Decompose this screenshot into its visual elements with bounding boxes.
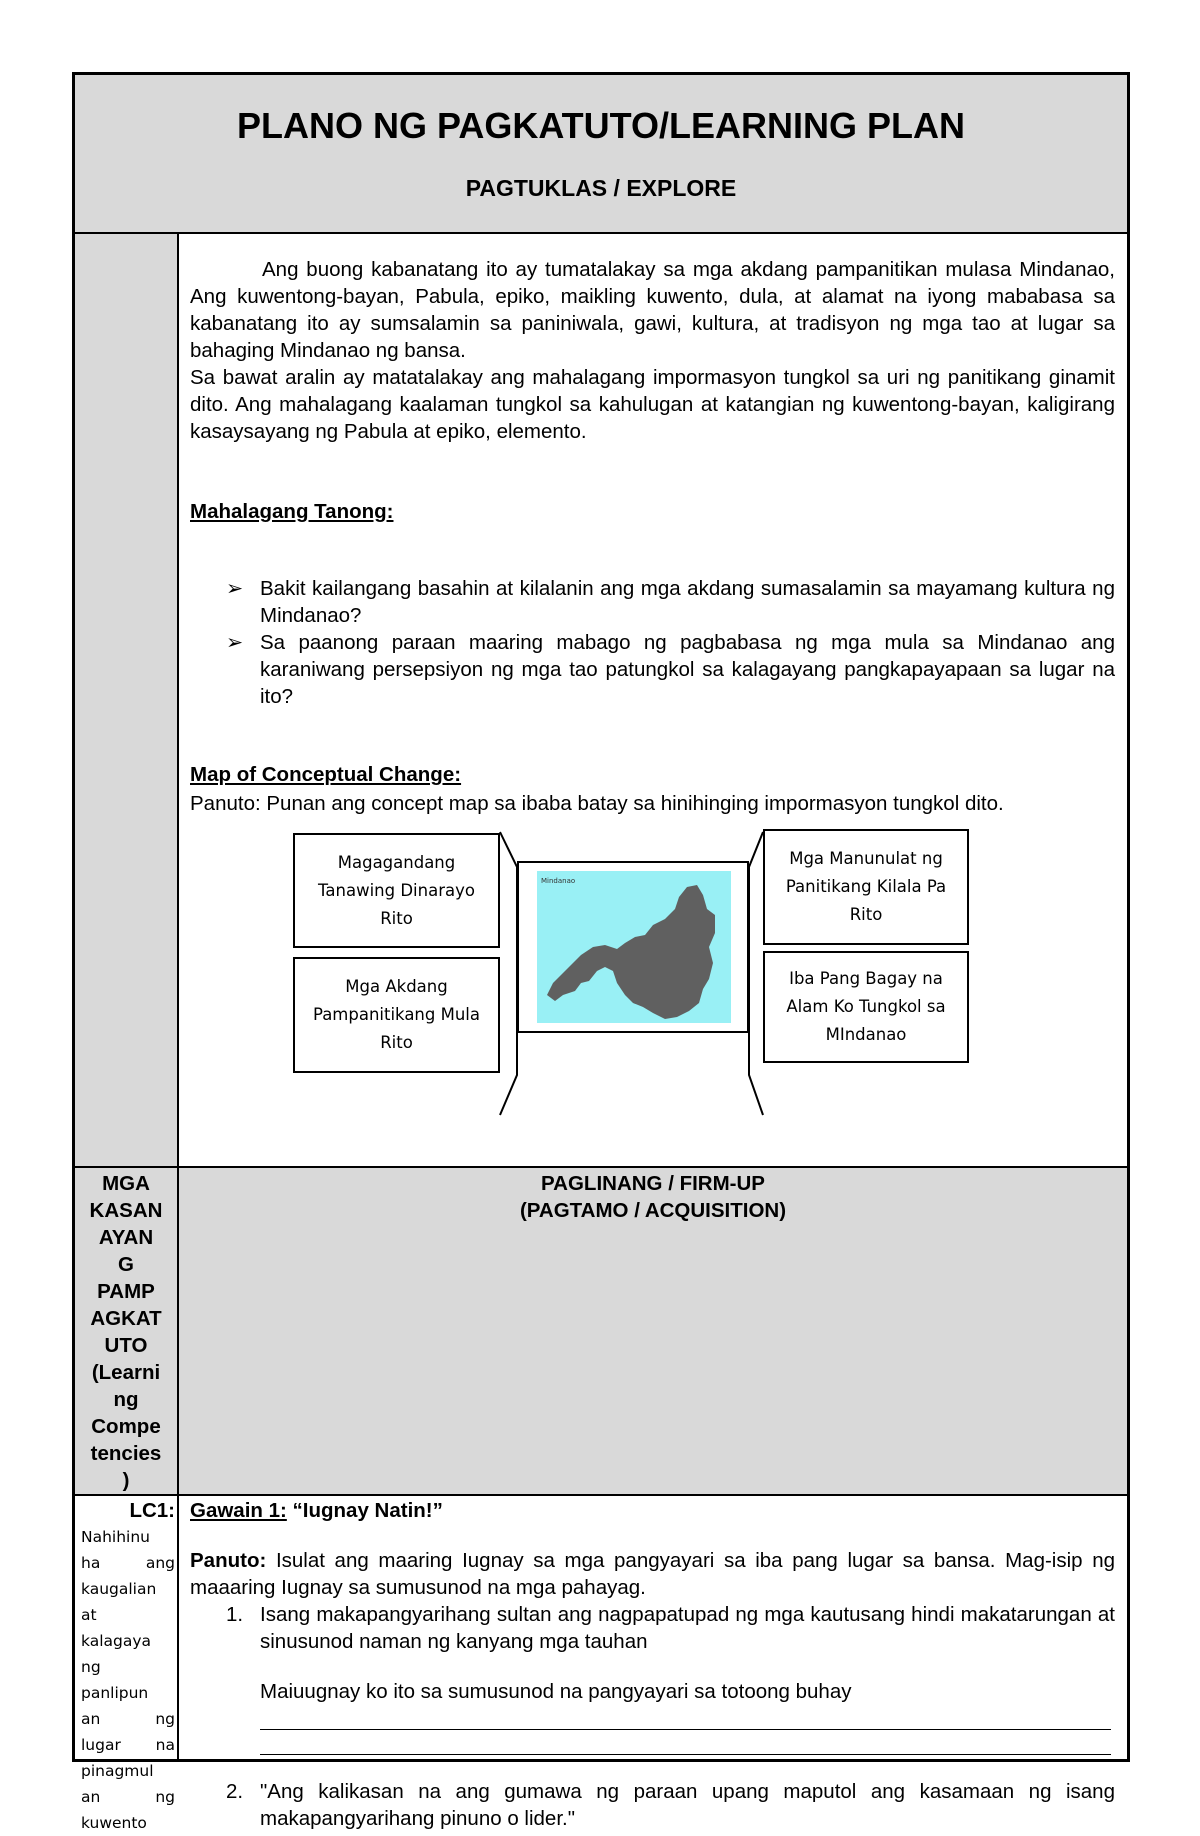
answer-line-2[interactable] bbox=[260, 1730, 1111, 1755]
lesson-paragraph: Sa bawat aralin ay matatalakay ang mahalagang impormasyon tungkol sa uri ng panitikang ginamit dito. Ang mahalagang kaalaman tungkol sa kahulugan at katangian ng kuwentong-bayan, kaligirang kasaysayang ng Pabula at epiko, elemento. bbox=[190, 366, 1115, 443]
activity-instruction bbox=[190, 1547, 1115, 1601]
lc1-column bbox=[81, 1497, 175, 1836]
firmup-header-cell bbox=[179, 1168, 1127, 1494]
panuto-label: Panuto: bbox=[190, 1549, 267, 1572]
learning-plan-sheet bbox=[72, 72, 1130, 1832]
activity-item: 1. Isang makapangyarihang sultan ang nagpapatupad ng mga kautusang hindi makatarungan at sinusunod naman ng kanyang mga tauhan bbox=[226, 1603, 1115, 1653]
intro-paragraph: Ang buong kabanatang ito ay tumatalakay sa mga akdang pampanitikan mulasa Mindanao, Ang kuwentong-bayan, Pabula, epiko, maikling kuwento, dula, at alamat na iyong mababasa sa kabanatang ito ay sumsalamin sa paniniwala, gawi, kultura, at tradisyon ng mga tao at lugar sa bahaging Mindanao ng bansa. bbox=[190, 258, 1115, 362]
concept-box-scenery[interactable]: Magagandang Tanawing Dinarayo Rito bbox=[293, 833, 500, 948]
mindanao-map-frame bbox=[517, 861, 749, 1033]
answer-line-1[interactable] bbox=[260, 1705, 1111, 1730]
activity-content bbox=[190, 1497, 1115, 1832]
arrow-bullet-icon: ➢ bbox=[226, 577, 244, 600]
concept-map-instruction: Panuto: Punan ang concept map sa ibaba batay sa hinihinging impormasyon tungkol dito. bbox=[190, 792, 1004, 815]
firmup-title: PAGLINANG / FIRM-UP bbox=[541, 1172, 765, 1195]
panuto-text: Isulat ang maaring Iugnay sa mga pangyayari sa iba pang lugar sa bansa. Mag-isip ng maaaring Iugnay sa sumusunod na mga pahayag. bbox=[190, 1549, 1115, 1599]
activity-items-2 bbox=[190, 1778, 1115, 1832]
activity-items bbox=[190, 1601, 1115, 1655]
concept-map-heading: Map of Conceptual Change: bbox=[190, 763, 462, 786]
concept-box-other-facts[interactable]: Iba Pang Bagay na Alam Ko Tungkol sa MIndanao bbox=[763, 951, 969, 1063]
arrow-bullet-icon: ➢ bbox=[226, 631, 244, 654]
lc1-description: Nahihinu ha ang kaugalian at kalagaya ng panlipun an ng lugar na pinagmul an ng kuwento bbox=[81, 1528, 175, 1832]
question-item: ➢ Sa paanong paraan maaring mabago ng pagbabasa ng mga mula sa Mindanao ang karaniwang persepsiyon ng mga tao patungkol sa kalagayang pangkapayapaan sa lugar na ito? bbox=[226, 631, 1115, 708]
gawain-heading bbox=[190, 1497, 1115, 1524]
concept-box-writers[interactable]: Mga Manunulat ng Panitikang Kilala Pa Rito bbox=[763, 829, 969, 945]
concept-box-literary-works[interactable]: Mga Akdang Pampanitikang Mula Rito bbox=[293, 957, 500, 1073]
section-title-explore: PAGTUKLAS / EXPLORE bbox=[465, 175, 737, 201]
lc1-label: LC1: bbox=[129, 1499, 175, 1522]
essential-question-heading: Mahalagang Tanong: bbox=[190, 500, 394, 523]
question-item: ➢ Bakit kailangang basahin at kilalanin ang mga akdang sumasalamin sa mayamang kultura ng Mindanao? bbox=[226, 577, 1115, 627]
activity-item: 2. "Ang kalikasan na ang gumawa ng paraan upang maputol ang kasamaan ng isang makapangyarihang pinuno o lider." bbox=[226, 1780, 1115, 1830]
gawain-title: “Iugnay Natin!” bbox=[292, 1499, 443, 1522]
gawain-label: Gawain 1: bbox=[190, 1499, 287, 1522]
competency-header-text: MGA KASAN AYAN G PAMP AGKAT UTO (Learni ng Compe tencies ) bbox=[89, 1172, 163, 1492]
map-label: Mindanao bbox=[541, 877, 576, 885]
connect-prompt: Maiuugnay ko ito sa sumusunod na pangyayari sa totoong buhay bbox=[260, 1680, 852, 1703]
page-title: PLANO NG PAGKATUTO/LEARNING PLAN bbox=[237, 105, 965, 146]
competency-header-cell bbox=[75, 1168, 177, 1494]
firmup-subtitle: (PAGTAMO / ACQUISITION) bbox=[519, 1199, 787, 1222]
mindanao-map-image bbox=[519, 863, 747, 1031]
